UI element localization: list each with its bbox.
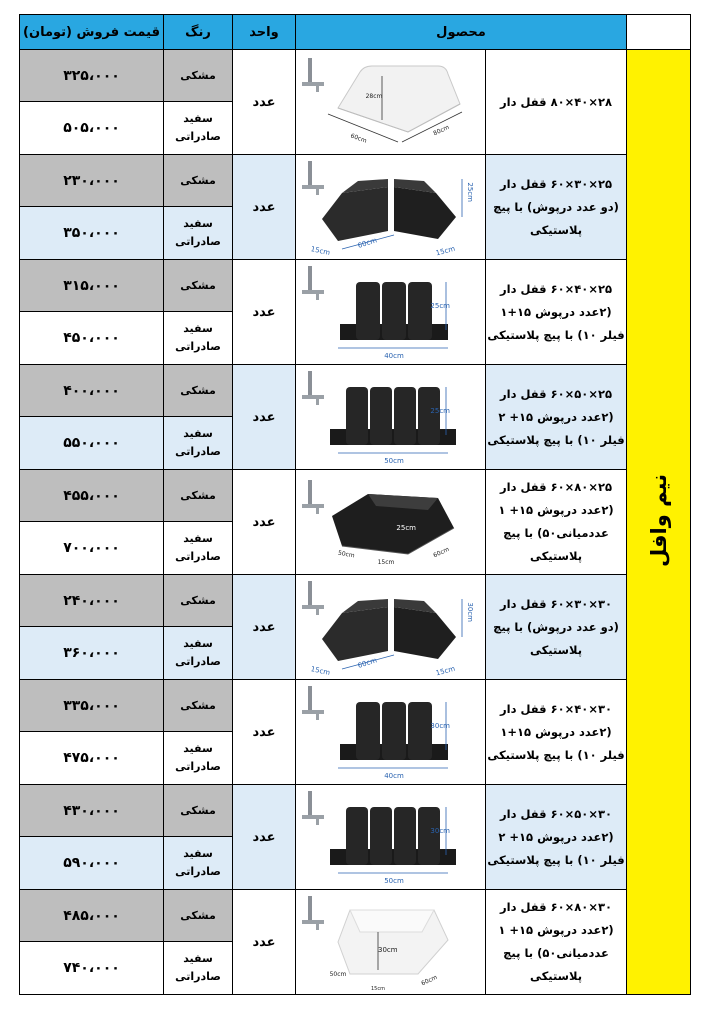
color-line: سفید [183,742,213,755]
color-white-export [164,837,233,890]
description-line: فیلر ۱۰) با پیچ پلاستیکی [487,432,625,447]
black-waffle-open-icon [298,157,484,257]
color-white-export [164,522,233,575]
unit-cell: عدد [233,470,296,575]
product-image [296,155,486,260]
black-waffle-segments-icon [298,262,484,362]
white-waffle-box-icon [298,52,484,152]
description-line: ۲۸×۴۰×۸۰ قفل دار [500,94,612,109]
color-white-export [164,417,233,470]
product-description [486,785,627,890]
dimension-label: 40cm [383,352,404,360]
product-row [20,575,691,627]
color-white-export [164,102,233,155]
category-text: نیم وافل [646,473,671,567]
product-row [20,470,691,522]
color-black: مشکی [164,575,233,627]
product-image [296,785,486,890]
dimension-label: 60cm [431,545,450,560]
unit-cell: عدد [233,260,296,365]
color-white-export [164,732,233,785]
dimension-label: 30cm [465,602,474,622]
price-list-sheet [19,14,690,1012]
dimension-label: 15cm [434,244,456,257]
table-body [20,50,691,995]
header-price: قیمت فروش (تومان) [20,15,164,50]
color-white-export [164,627,233,680]
dimension-label: 50cm [329,971,346,978]
description-line: ۲۵×۴۰×۶۰ قفل دار [500,281,612,296]
product-row [20,260,691,312]
color-line: سفید [183,637,213,650]
price-black: ۳۲۵،۰۰۰ [20,50,164,102]
description-line: (۲عدد درپوش ۱۵+ ۲ [498,829,614,844]
color-line: صادراتی [175,130,221,143]
description-line: ۲۵×۳۰×۶۰ قفل دار [500,176,612,191]
description-line: ۳۰×۴۰×۶۰ قفل دار [500,701,612,716]
color-line: سفید [183,952,213,965]
unit-cell: عدد [233,785,296,890]
color-line: صادراتی [175,760,221,773]
unit-cell: عدد [233,680,296,785]
description-line: (۲عدد درپوش ۱۵+۱ [500,304,612,319]
table-header-row [20,15,691,50]
color-line: صادراتی [175,340,221,353]
product-image [296,890,486,995]
description-line: ۳۰×۳۰×۶۰ قفل دار [500,596,612,611]
price-black: ۲۴۰،۰۰۰ [20,575,164,627]
price-white: ۷۰۰،۰۰۰ [20,522,164,575]
description-line: پلاستیکی [529,222,583,237]
black-waffle-segments-icon [298,367,484,467]
description-line: ۳۰×۸۰×۶۰ قفل دار [500,900,612,914]
dimension-label: 28cm [365,93,382,100]
description-line: عددمیانی۵۰) با پیچ [503,526,609,540]
header-spacer [627,15,691,50]
product-row [20,155,691,207]
color-line: صادراتی [175,235,221,248]
description-line: ۲۵×۵۰×۶۰ قفل دار [500,386,612,401]
color-black: مشکی [164,155,233,207]
description-line: پلاستیکی [529,642,583,657]
dimension-label: 60cm [348,132,368,145]
description-line: (۲عدد درپوش ۱۵+ ۱ [498,503,614,517]
dimension-label: 15cm [370,986,385,992]
description-line: فیلر ۱۰) با پیچ پلاستیکی [487,852,625,867]
product-description [486,155,627,260]
price-white: ۵۰۵،۰۰۰ [20,102,164,155]
product-image [296,260,486,365]
color-white-export [164,312,233,365]
product-description [486,365,627,470]
dimension-label: 30cm [377,946,398,954]
color-line: سفید [183,322,213,335]
product-image [296,680,486,785]
description-line: (دو عدد درپوش) با پیچ [493,199,619,214]
description-line: (دو عدد درپوش) با پیچ [493,619,619,634]
color-line: سفید [183,532,213,545]
color-black: مشکی [164,890,233,942]
color-line: سفید [183,217,213,230]
black-waffle-segments-icon [298,682,484,782]
black-waffle-open-icon [298,577,484,677]
product-description [486,575,627,680]
product-row [20,785,691,837]
color-line: صادراتی [175,655,221,668]
unit-cell: عدد [233,365,296,470]
dimension-label: 25cm [395,524,416,532]
price-white: ۷۴۰،۰۰۰ [20,942,164,995]
product-description [486,50,627,155]
product-row [20,365,691,417]
product-image [296,575,486,680]
price-white: ۴۵۰،۰۰۰ [20,312,164,365]
price-black: ۴۸۵،۰۰۰ [20,890,164,942]
color-black: مشکی [164,680,233,732]
color-black: مشکی [164,50,233,102]
dimension-label: 50cm [383,457,404,465]
dimension-label: 30cm [429,827,450,835]
color-line: صادراتی [175,445,221,458]
description-line: پلاستیکی [529,969,583,983]
product-description [486,470,627,575]
dimension-label: 60cm [356,656,378,670]
color-black: مشکی [164,260,233,312]
price-white: ۳۵۰،۰۰۰ [20,207,164,260]
header-product: محصول [296,15,627,50]
dimension-label: 40cm [383,772,404,780]
color-white-export [164,942,233,995]
dimension-label: 50cm [383,877,404,885]
dimension-label: 25cm [465,182,474,202]
dimension-label: 15cm [434,664,456,677]
unit-cell: عدد [233,890,296,995]
product-image [296,470,486,575]
category-label [627,50,691,995]
price-white: ۴۷۵،۰۰۰ [20,732,164,785]
product-description [486,260,627,365]
product-row [20,680,691,732]
color-black: مشکی [164,470,233,522]
price-black: ۴۵۵،۰۰۰ [20,470,164,522]
description-line: ۳۰×۵۰×۶۰ قفل دار [500,806,612,821]
unit-cell: عدد [233,575,296,680]
color-white-export [164,207,233,260]
description-line: (۲عدد درپوش ۱۵+۱ [500,724,612,739]
black-waffle-box-icon [298,472,484,572]
product-description [486,680,627,785]
description-line: ۲۵×۸۰×۶۰ قفل دار [500,480,612,494]
price-white: ۳۶۰،۰۰۰ [20,627,164,680]
unit-cell: عدد [233,50,296,155]
price-table [19,14,691,995]
description-line: عددمیانی۵۰) با پیچ [503,946,609,960]
color-line: سفید [183,847,213,860]
dimension-label: 25cm [429,302,450,310]
dimension-label: 15cm [309,245,331,257]
description-line: پلاستیکی [529,549,583,563]
product-image [296,50,486,155]
dimension-label: 50cm [336,549,355,560]
price-black: ۳۱۵،۰۰۰ [20,260,164,312]
color-line: سفید [183,427,213,440]
color-line: سفید [183,112,213,125]
color-line: صادراتی [175,970,221,983]
color-black: مشکی [164,785,233,837]
price-white: ۵۵۰،۰۰۰ [20,417,164,470]
color-line: صادراتی [175,550,221,563]
price-black: ۴۳۰،۰۰۰ [20,785,164,837]
dimension-label: 30cm [429,722,450,730]
price-black: ۴۰۰،۰۰۰ [20,365,164,417]
unit-cell: عدد [233,155,296,260]
price-black: ۳۳۵،۰۰۰ [20,680,164,732]
price-black: ۲۳۰،۰۰۰ [20,155,164,207]
description-line: فیلر ۱۰) با پیچ پلاستیکی [487,747,625,762]
product-row [20,890,691,942]
header-color: رنگ [164,15,233,50]
header-unit: واحد [233,15,296,50]
black-waffle-segments-icon [298,787,484,887]
price-white: ۵۹۰،۰۰۰ [20,837,164,890]
dimension-label: 15cm [309,665,331,677]
dimension-label: 15cm [377,559,394,566]
dimension-label: 25cm [429,407,450,415]
white-waffle-box-icon [298,892,484,992]
product-row [20,50,691,102]
dimension-label: 60cm [356,236,378,250]
product-description [486,890,627,995]
description-line: (۲عدد درپوش ۱۵+ ۲ [498,409,614,424]
color-line: صادراتی [175,865,221,878]
description-line: فیلر ۱۰) با پیچ پلاستیکی [487,327,625,342]
product-image [296,365,486,470]
description-line: (۲عدد درپوش ۱۵+ ۱ [498,923,614,937]
dimension-label: 60cm [419,973,438,988]
dimension-label: 80cm [431,123,450,138]
color-black: مشکی [164,365,233,417]
